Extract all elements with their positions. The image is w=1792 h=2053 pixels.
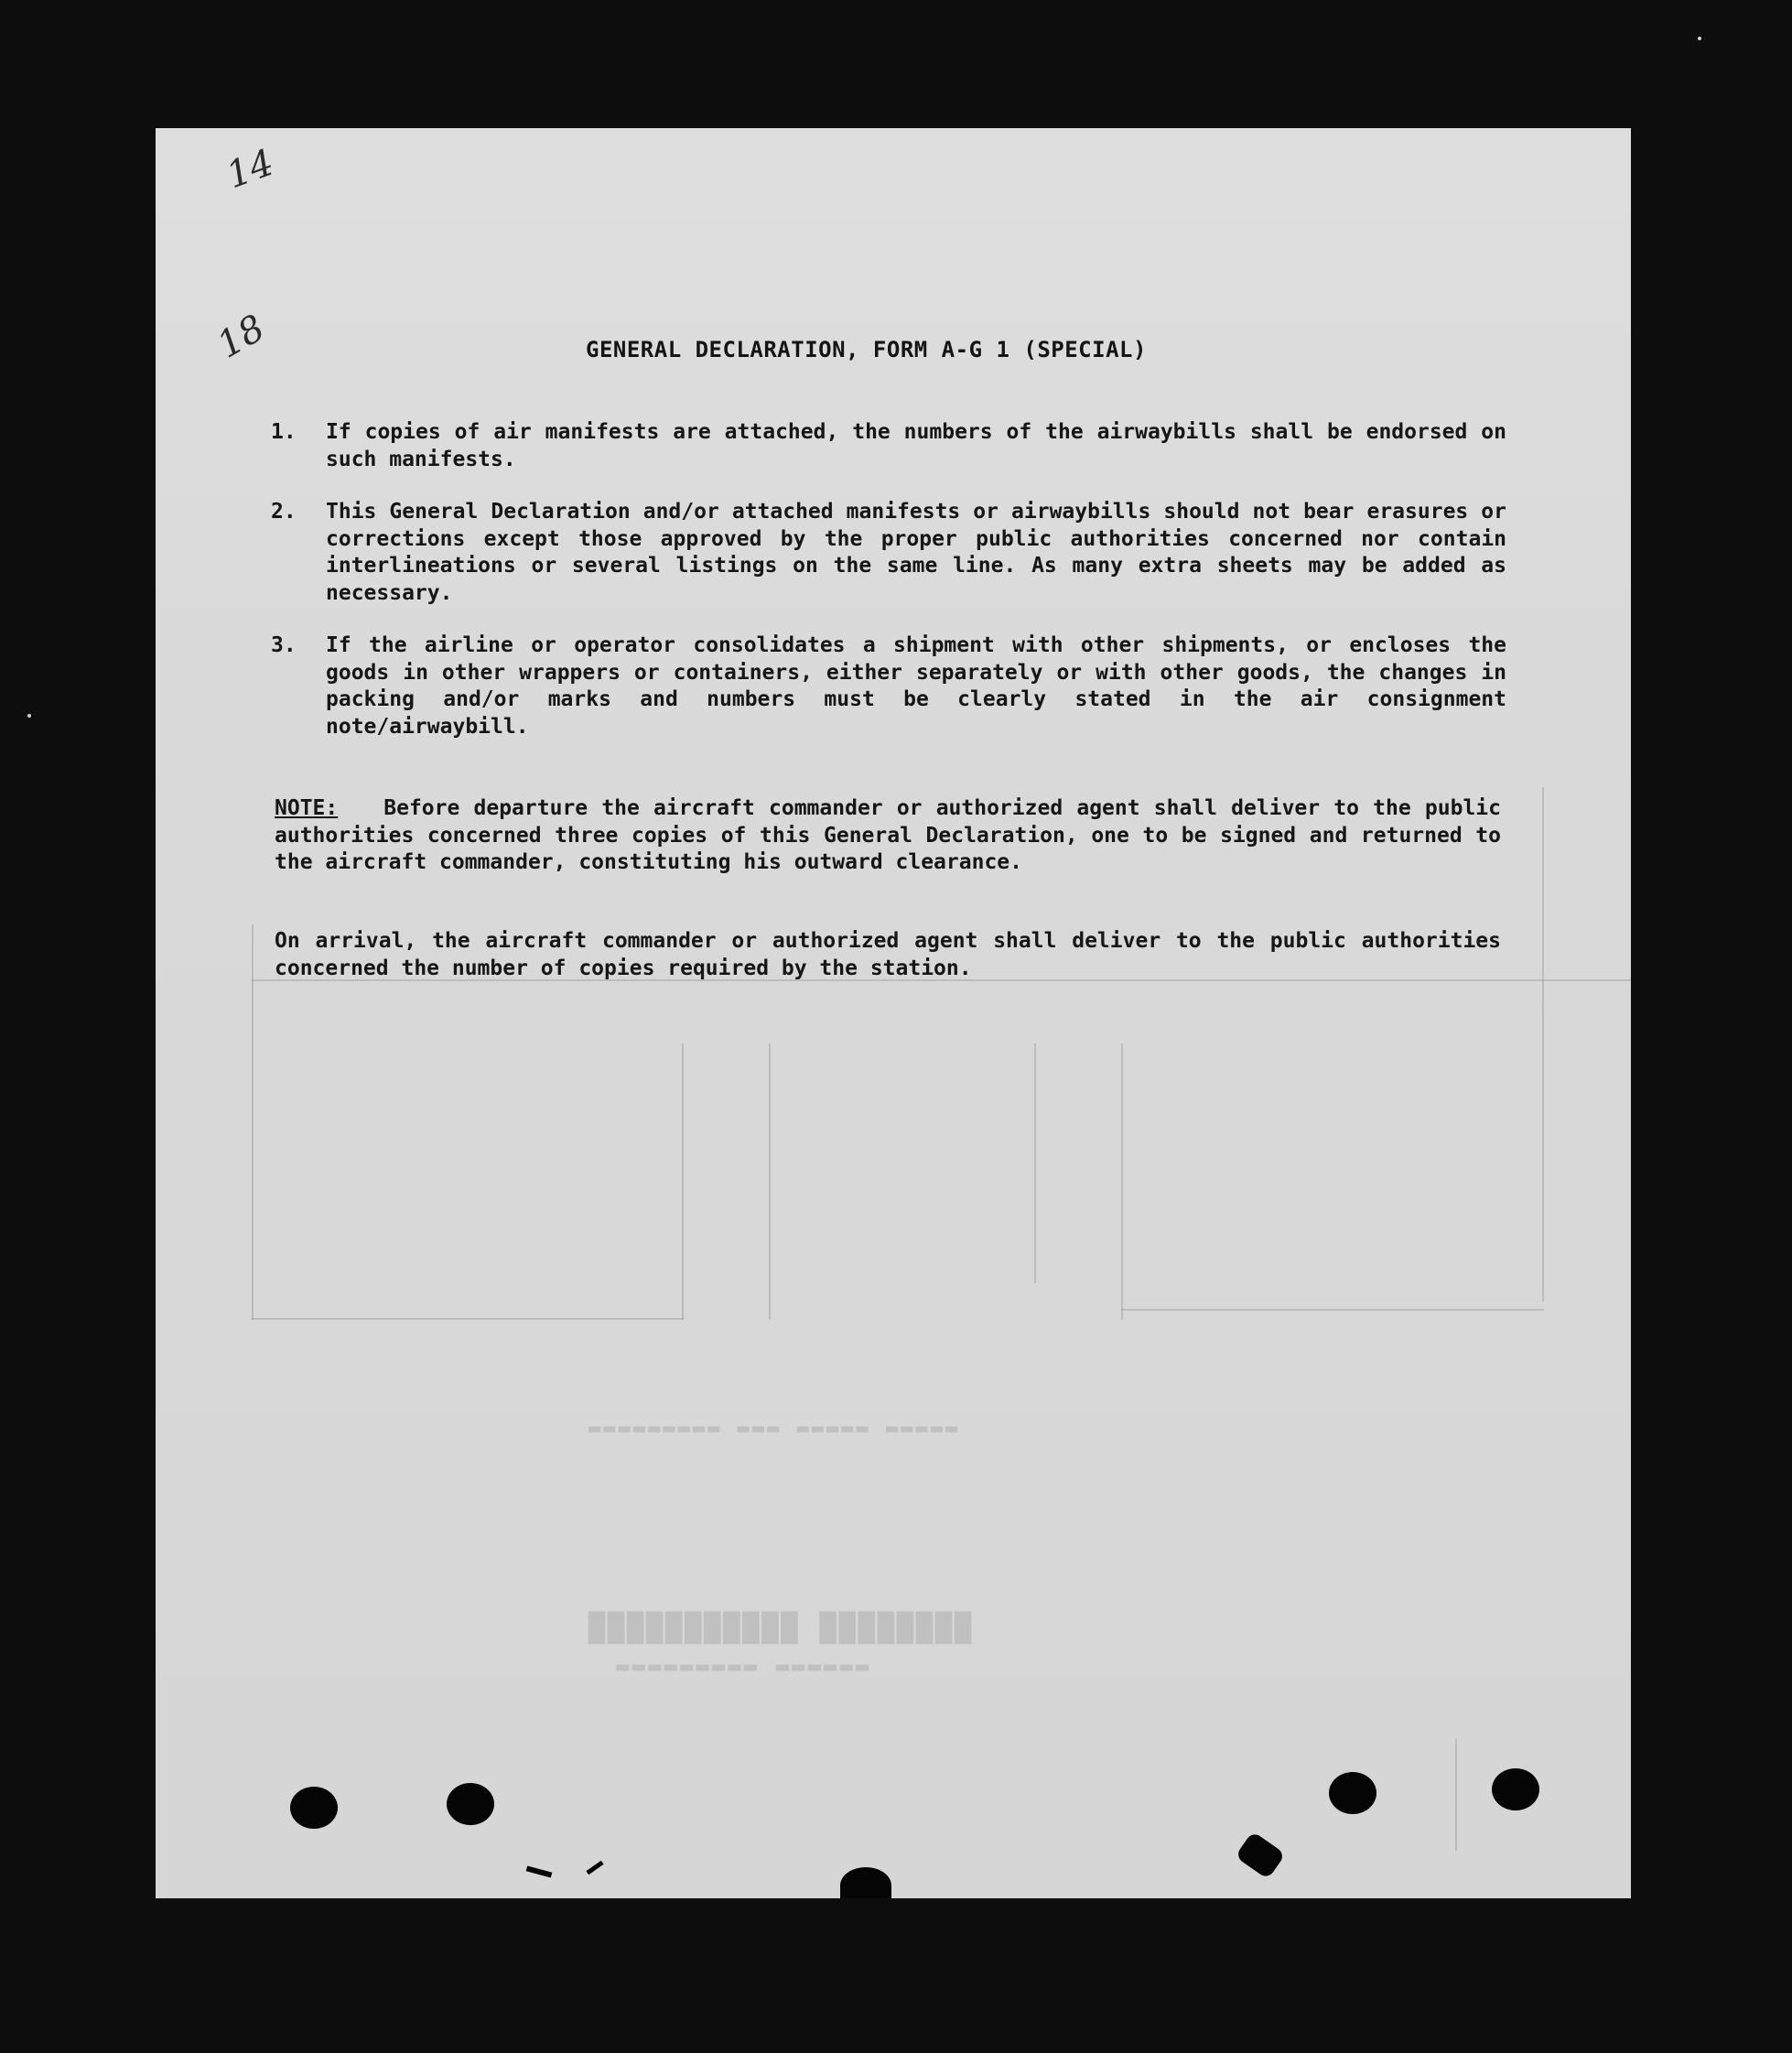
bleed-line — [1455, 1739, 1457, 1851]
scan-speck — [27, 714, 31, 718]
punch-hole — [1492, 1768, 1539, 1810]
note-paragraph — [275, 795, 1501, 877]
note-label: NOTE: — [275, 796, 339, 820]
bleed-line — [769, 1043, 771, 1320]
item-text: If copies of air manifests are attached, the numbers of the airwaybills shall be endorsed on such manifests. — [326, 420, 1506, 471]
bleed-line — [1034, 1043, 1036, 1283]
instruction-item — [271, 499, 1506, 607]
document-page — [156, 128, 1631, 1898]
bleed-line — [1542, 787, 1544, 1302]
bleed-line — [1121, 1309, 1544, 1311]
punch-hole — [447, 1783, 494, 1825]
note-text: Before departure the aircraft commander or authorized agent shall deliver to the public authorities concerned three copies of this General Declaration, one to be signed and returned to the aircraft commander, constituting his outward clearance. — [275, 796, 1501, 874]
paper-tear — [526, 1865, 553, 1877]
item-number: 2. — [271, 500, 297, 524]
instruction-item — [271, 419, 1506, 473]
paper-tear — [840, 1867, 891, 1898]
bleed-through-text: ████████ ███████████ — [586, 1611, 972, 1643]
punch-hole — [290, 1787, 338, 1829]
bleed-line — [252, 1318, 684, 1320]
punch-hole — [1329, 1772, 1376, 1814]
bleed-line — [682, 1043, 684, 1320]
bleed-line — [252, 924, 254, 1320]
item-text: If the airline or operator consolidates a shipment with other shipments, or encloses the goods in other wrappers or containers, either separately or with other goods, the changes in packing and/or marks and numbers must be clearly stated in the air consignment note/airwaybill. — [326, 633, 1506, 739]
item-text: This General Declaration and/or attached manifests or airwaybills should not bear erasures or corrections except those approved by the proper public authorities concerned nor contain interlineations or several listings on the same line. As many extra sheets may be added as necessary. — [326, 500, 1506, 605]
document-title: GENERAL DECLARATION, FORM A-G 1 (SPECIAL) — [586, 337, 1147, 362]
instruction-item — [271, 632, 1506, 740]
handwritten-mark: 18 — [210, 307, 272, 367]
scan-speck — [1698, 37, 1701, 40]
arrival-paragraph: On arrival, the aircraft commander or authorized agent shall deliver to the public authorities concerned the number of copies required by the station. — [275, 929, 1501, 980]
bleed-through-text: ▬▬▬▬▬▬ ▬▬▬▬▬▬▬▬▬ — [613, 1657, 869, 1682]
item-number: 1. — [271, 420, 297, 444]
bleed-through-text: ▬▬▬▬▬ ▬▬▬▬▬ ▬▬▬ ▬▬▬▬▬▬▬▬▬ — [586, 1419, 958, 1442]
paper-tear — [586, 1861, 603, 1875]
item-number: 3. — [271, 633, 297, 657]
handwritten-mark: 14 — [221, 141, 280, 198]
paper-tear — [1235, 1831, 1286, 1879]
bleed-line — [1121, 1043, 1123, 1320]
